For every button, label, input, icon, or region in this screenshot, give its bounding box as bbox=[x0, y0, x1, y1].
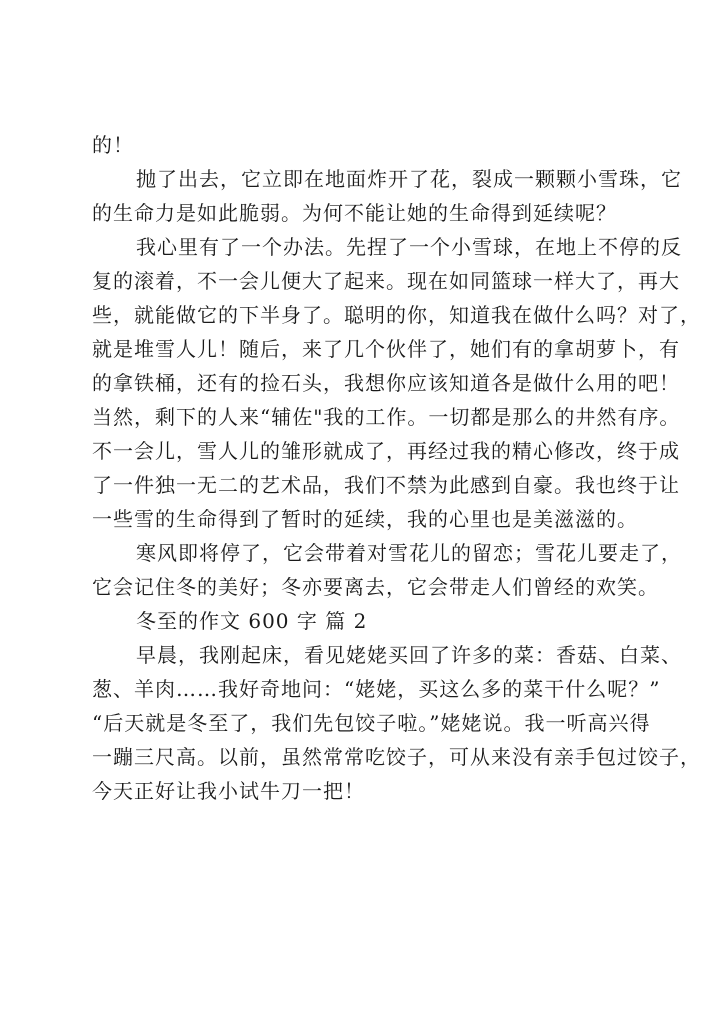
text-line: 我心里有了一个办法。先捏了一个小雪球，在地上不停的反 bbox=[136, 235, 682, 259]
text-line: 了一件独一无二的艺术品，我们不禁为此感到自豪。我也终于让 bbox=[92, 473, 680, 497]
text-line: 葱、羊肉……我好奇地问：“姥姥，买这么多的菜干什么呢？” bbox=[92, 677, 661, 701]
text-line: 一蹦三尺高。以前，虽然常常吃饺子，可从来没有亲手包过饺子， bbox=[92, 745, 701, 769]
text-line: 的！ bbox=[92, 133, 134, 157]
text-line: “后天就是冬至了，我们先包饺子啦。”姥姥说。我一听高兴得 bbox=[92, 711, 651, 735]
text-line: 就是堆雪人儿！随后，来了几个伙伴了，她们有的拿胡萝卜，有 bbox=[92, 337, 680, 361]
text-line: 不一会儿，雪人儿的雏形就成了，再经过我的精心修改，终于成 bbox=[92, 439, 680, 463]
text-line: 今天正好让我小试牛刀一把！ bbox=[92, 779, 365, 803]
text-line: 复的滚着，不一会儿便大了起来。现在如同篮球一样大了，再大 bbox=[92, 269, 680, 293]
text-line: 的生命力是如此脆弱。为何不能让她的生命得到延续呢？ bbox=[92, 201, 617, 225]
text-line: 早晨，我刚起床，看见姥姥买回了许多的菜：香菇、白菜、 bbox=[136, 643, 682, 667]
text-line: 寒风即将停了，它会带着对雪花儿的留恋；雪花儿要走了， bbox=[136, 541, 682, 565]
essay-text bbox=[92, 128, 701, 808]
text-line: 的拿铁桶，还有的捡石头，我想你应该知道各是做什么用的吧！ bbox=[92, 371, 680, 395]
text-line: 它会记住冬的美好；冬亦要离去，它会带走人们曾经的欢笑。 bbox=[92, 575, 659, 599]
text-line: 些，就能做它的下半身了。聪明的你，知道我在做什么吗？对了， bbox=[92, 303, 701, 327]
text-line: 抛了出去，它立即在地面炸开了花，裂成一颗颗小雪珠，它 bbox=[136, 167, 682, 191]
text-line: 当然，剩下的人来“辅佐"我的工作。一切都是那么的井然有序。 bbox=[92, 405, 681, 429]
text-line: 一些雪的生命得到了暂时的延续，我的心里也是美滋滋的。 bbox=[92, 507, 638, 531]
section-heading: 冬至的作文 600 字 篇 2 bbox=[136, 609, 368, 633]
